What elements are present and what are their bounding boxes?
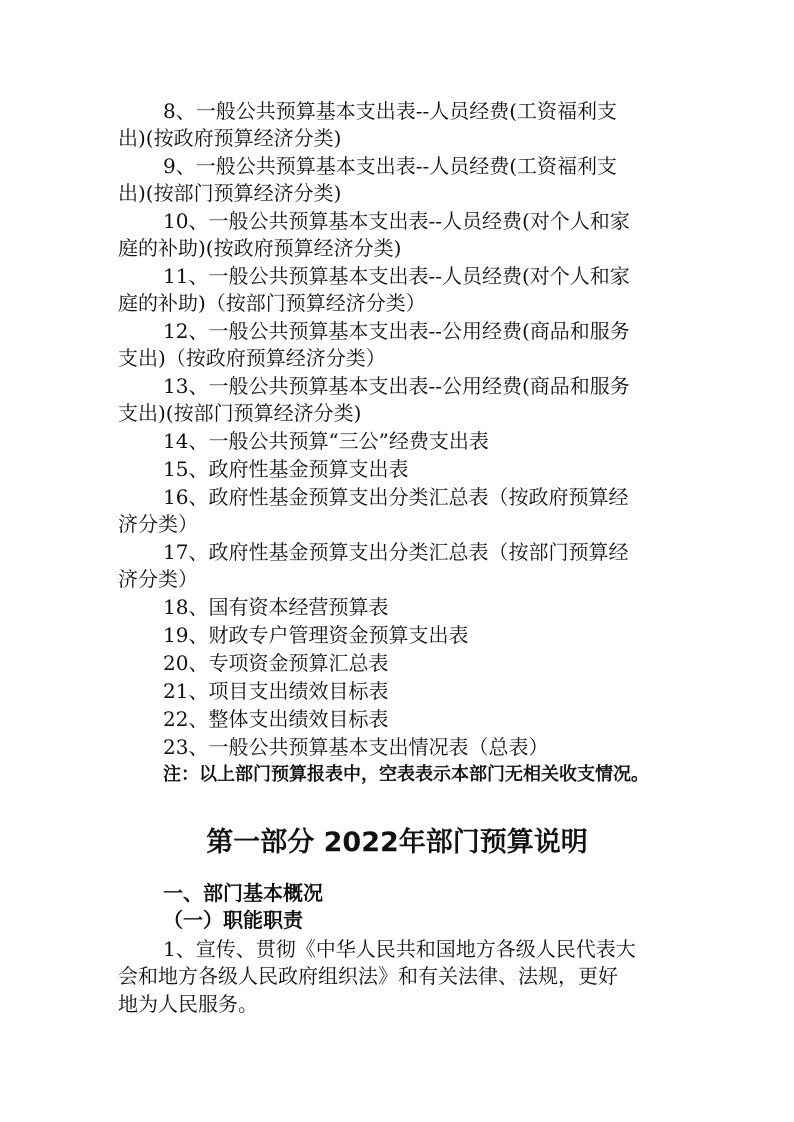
section-title: 第一部分 2022年部门预算说明 <box>206 827 588 858</box>
toc-item-10-cont: 庭的补助)(按政府预算经济分类) <box>118 236 402 260</box>
table-note: 注：以上部门预算报表中，空表表示本部门无相关收支情况。 <box>163 764 649 785</box>
toc-item-17: 17、政府性基金预算支出分类汇总表（按部门预算经 <box>163 540 629 564</box>
toc-item-17-cont: 济分类） <box>118 567 198 591</box>
toc-item-12: 12、一般公共预算基本支出表--公用经费(商品和服务 <box>163 319 630 343</box>
heading-functions: （一）职能职责 <box>163 908 303 932</box>
toc-item-22: 22、整体支出绩效目标表 <box>163 707 389 731</box>
toc-item-16-cont: 济分类） <box>118 512 198 536</box>
paragraph-line-2: 会和地方各级人民政府组织法》和有关法律、法规，更好 <box>118 964 618 988</box>
toc-item-19: 19、财政专户管理资金预算支出表 <box>163 623 469 647</box>
paragraph-line-3: 地为人民服务。 <box>118 992 258 1016</box>
toc-item-20: 20、专项资金预算汇总表 <box>163 651 389 675</box>
toc-item-13: 13、一般公共预算基本支出表--公用经费(商品和服务 <box>163 374 630 398</box>
toc-item-23: 23、一般公共预算基本支出情况表（总表） <box>163 735 549 759</box>
toc-item-9: 9、一般公共预算基本支出表--人员经费(工资福利支 <box>163 154 618 178</box>
toc-item-18: 18、国有资本经营预算表 <box>163 595 389 619</box>
toc-item-16: 16、政府性基金预算支出分类汇总表（按政府预算经 <box>163 485 629 509</box>
heading-dept-overview: 一、部门基本概况 <box>163 881 323 905</box>
toc-item-15: 15、政府性基金预算支出表 <box>163 457 409 481</box>
toc-item-10: 10、一般公共预算基本支出表--人员经费(对个人和家 <box>163 209 630 233</box>
toc-item-11-cont: 庭的补助)（按部门预算经济分类） <box>118 291 426 315</box>
toc-item-11: 11、一般公共预算基本支出表--人员经费(对个人和家 <box>163 264 630 288</box>
toc-item-9-cont: 出)(按部门预算经济分类) <box>118 181 342 205</box>
toc-item-14: 14、一般公共预算“三公”经费支出表 <box>163 429 489 453</box>
paragraph-line-1: 1、宣传、贯彻《中华人民共和国地方各级人民代表大 <box>163 937 636 961</box>
toc-item-8-cont: 出)(按政府预算经济分类) <box>118 126 342 150</box>
toc-item-13-cont: 支出)(按部门预算经济分类) <box>118 401 362 425</box>
toc-item-8: 8、一般公共预算基本支出表--人员经费(工资福利支 <box>163 99 618 123</box>
toc-item-21: 21、项目支出绩效目标表 <box>163 679 389 703</box>
toc-item-12-cont: 支出)（按政府预算经济分类） <box>118 346 386 370</box>
